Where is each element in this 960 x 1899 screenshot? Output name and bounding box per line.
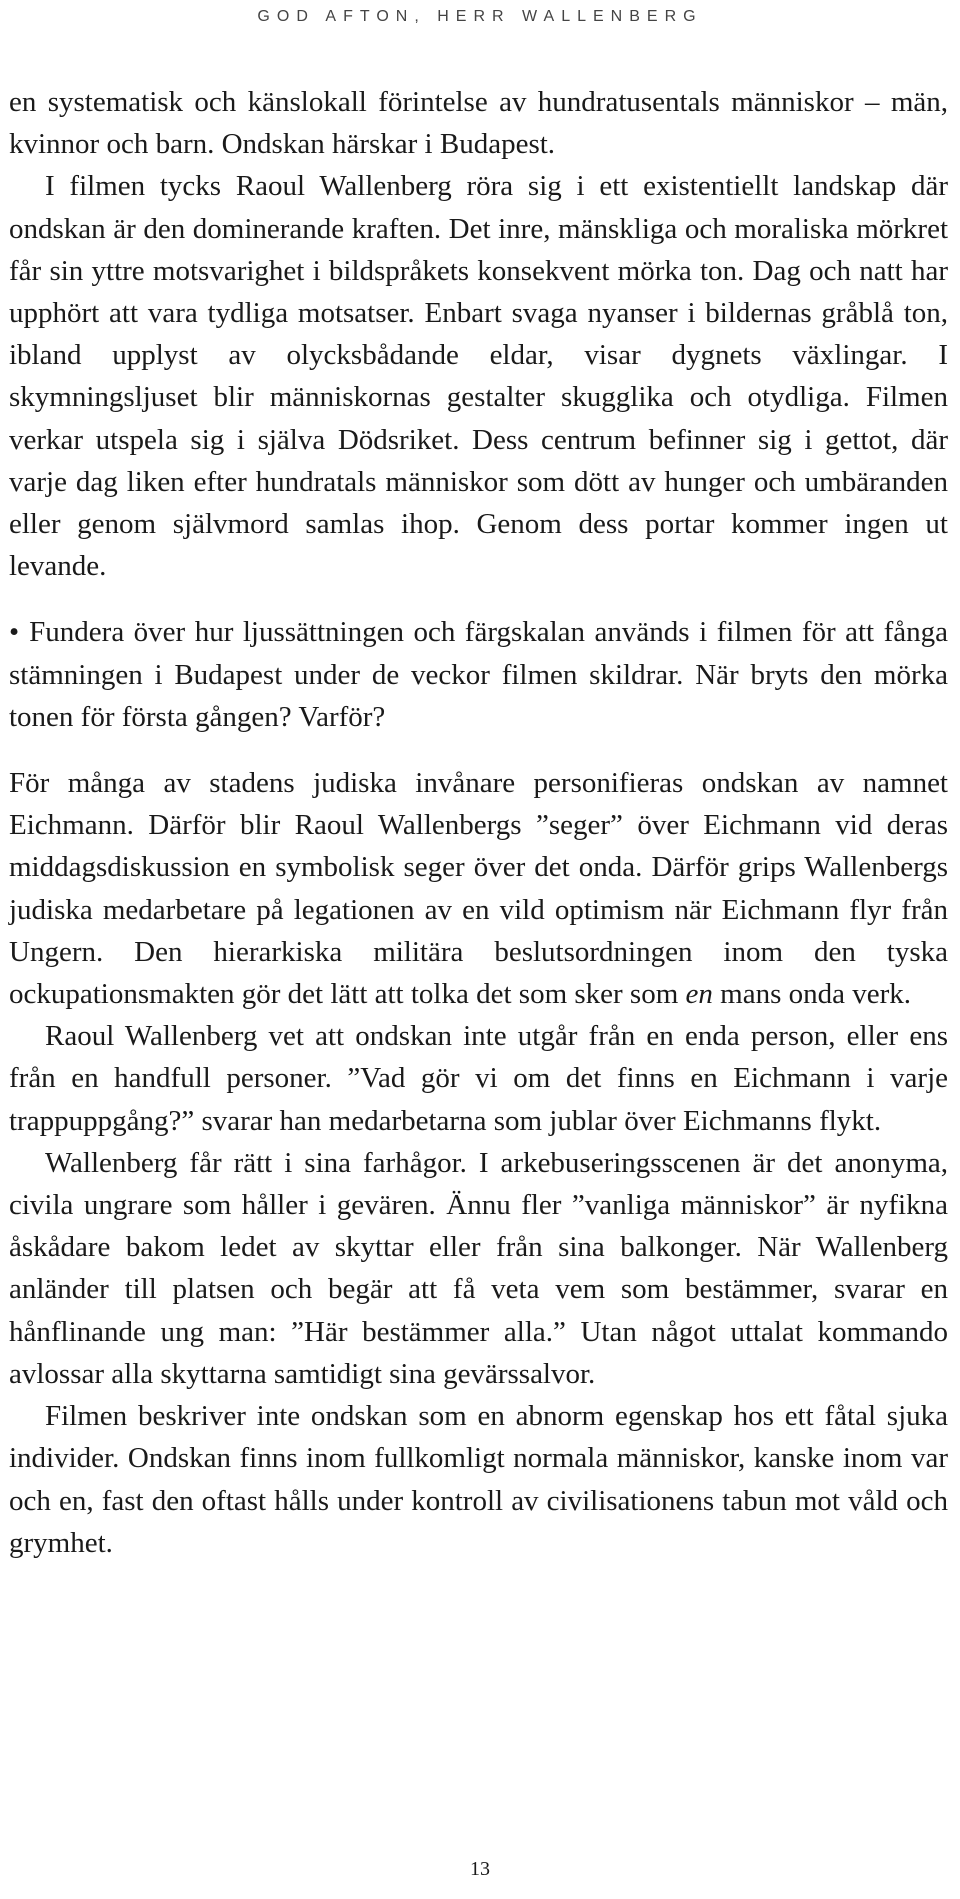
- discussion-question-text: Fundera över hur ljussättningen och färgskalan används i filmen för att fånga stämningen i Budapest under de veckor filmen skildrar. När bryts den mörka tonen för första gången? Varför?: [9, 616, 948, 733]
- paragraph-eichmann-text-start: För många av stadens judiska invånare personifieras ondskan av namnet Eichmann. Därför blir Raoul Wallenbergs ”seger” över Eichmann vid deras middagsdiskussion en symbolisk seger över det onda. Därför grips Wallenbergs judiska medarbetare på legationen av en vild optimism när Eichmann flyr från Ungern. Den hierarkiska militära beslutsordningen inom den tyska ockupationsmakten gör det lätt att tolka det som sker som: [9, 767, 948, 1011]
- paragraph-eichmann-text-end: mans onda verk.: [712, 978, 912, 1011]
- emphasis-word: en: [685, 978, 713, 1011]
- paragraph-evil-normal: Filmen beskriver inte ondskan som en abnorm egenskap hos ett fåtal sjuka individer. Ondskan finns inom fullkomligt normala människor, kanske inom var och en, fast den oftast hålls under kontroll av civilisationens tabun mot våld och grymhet.: [9, 1400, 948, 1559]
- running-header: GOD AFTON, HERR WALLENBERG: [257, 8, 703, 25]
- paragraph-eichmann: [9, 762, 948, 1015]
- paragraph-wallenberg-knows: Raoul Wallenberg vet att ondskan inte utgår från en enda person, eller ens från en handfull personer. ”Vad gör vi om det finns en Eichmann i varje trappuppgång?” svarar han medarbetarna som jublar över Eichmanns flykt.: [9, 1020, 948, 1137]
- discussion-question: [9, 611, 948, 738]
- paragraph-continuation: en systematisk och känslokall förintelse av hundratusentals människor – män, kvinnor och barn. Ondskan härskar i Budapest.: [9, 86, 948, 161]
- paragraph-execution-scene: Wallenberg får rätt i sina farhågor. I arkebuseringsscenen är det anonyma, civila ungrare som håller i gevären. Ännu fler ”vanliga människor” är nyfikna åskådare bakom ledet av skyttar eller från sina balkonger. När Wallenberg anländer till platsen och begär att få veta vem som bestämmer, svarar en hånflinande ung man: ”Här bestämmer alla.” Utan något uttalat kommando avlossar alla skyttarna samtidigt sina gevärssalvor.: [9, 1146, 948, 1390]
- paragraph-film-darkness: I filmen tycks Raoul Wallenberg röra sig i ett existentiellt landskap där ondskan är den dominerande kraften. Det inre, mänskliga och moraliska mörkret får sin yttre motsvarighet i bildspråkets konsekvent mörka ton. Dag och natt har upphört att vara tydliga motsatser. Enbart svaga nyanser i bildernas gråblå ton, ibland upplyst av olycksbådande eldar, visar dygnets växlingar. I skymningsljuset blir människornas gestalter skugglika och otydliga. Filmen verkar utspela sig i själva Dödsriket. Dess centrum befinner sig i gettot, där varje dag liken efter hundratals människor som dött av hunger och umbäranden eller genom självmord samlas ihop. Genom dess portar kommer ingen ut levande.: [9, 170, 948, 583]
- page-number: 13: [470, 1858, 490, 1880]
- body-text: [9, 81, 948, 1564]
- bullet-icon: •: [9, 616, 20, 649]
